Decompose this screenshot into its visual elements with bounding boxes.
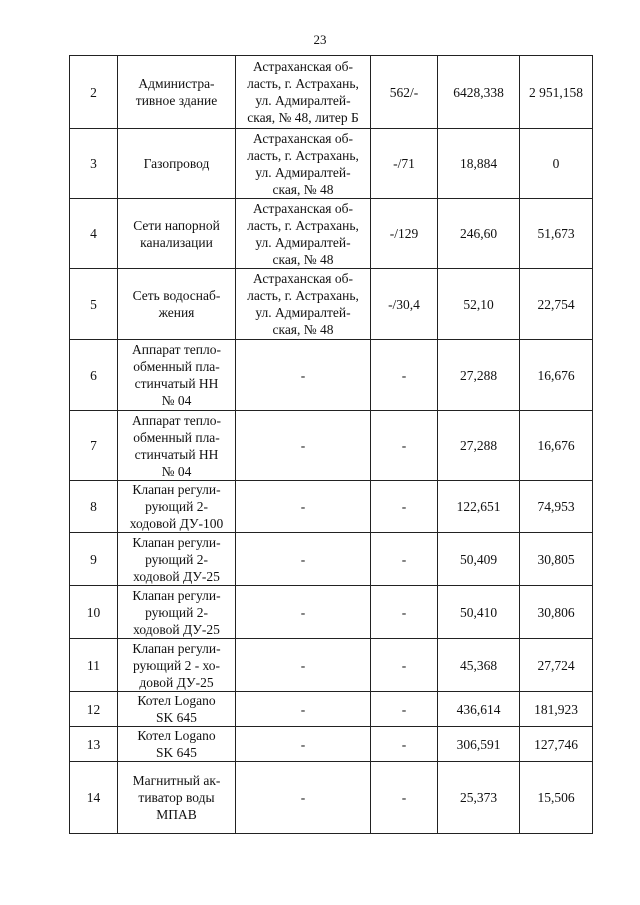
table-row: [70, 481, 593, 533]
item-name: Администра- тивное здание: [118, 56, 236, 129]
row-number: 5: [70, 269, 118, 340]
item-value-2: 16,676: [520, 340, 593, 411]
item-value-2: 30,806: [520, 586, 593, 639]
item-address: -: [236, 639, 371, 692]
table-row: [70, 411, 593, 481]
item-name: Котел Logano SK 645: [118, 727, 236, 762]
item-area: -/129: [371, 199, 438, 269]
table-row: [70, 533, 593, 586]
item-area: -: [371, 481, 438, 533]
row-number: 9: [70, 533, 118, 586]
item-area: -/30,4: [371, 269, 438, 340]
item-value-2: 16,676: [520, 411, 593, 481]
item-address: -: [236, 533, 371, 586]
item-name: Клапан регули- рующий 2 - хо- довой ДУ-25: [118, 639, 236, 692]
item-name: Газопровод: [118, 129, 236, 199]
item-area: 562/-: [371, 56, 438, 129]
item-value-2: 27,724: [520, 639, 593, 692]
item-value-2: 0: [520, 129, 593, 199]
item-name: Магнитный ак- тиватор воды МПАВ: [118, 762, 236, 834]
item-name: Котел Logano SK 645: [118, 692, 236, 727]
page-number: 23: [313, 32, 327, 47]
item-value-1: 50,410: [438, 586, 520, 639]
item-area: -: [371, 411, 438, 481]
item-value-1: 52,10: [438, 269, 520, 340]
item-address: -: [236, 762, 371, 834]
item-value-1: 50,409: [438, 533, 520, 586]
item-value-1: 122,651: [438, 481, 520, 533]
item-area: -: [371, 762, 438, 834]
item-name: Аппарат тепло- обменный пла- стинчатый НН № 04: [118, 411, 236, 481]
row-number: 4: [70, 199, 118, 269]
item-address: -: [236, 727, 371, 762]
table-row: [70, 56, 593, 129]
table-row: [70, 639, 593, 692]
row-number: 11: [70, 639, 118, 692]
item-address: -: [236, 692, 371, 727]
item-value-1: 436,614: [438, 692, 520, 727]
item-value-2: 51,673: [520, 199, 593, 269]
item-value-2: 2 951,158: [520, 56, 593, 129]
item-area: -/71: [371, 129, 438, 199]
item-name: Сеть водоснаб- жения: [118, 269, 236, 340]
row-number: 3: [70, 129, 118, 199]
row-number: 14: [70, 762, 118, 834]
item-address: Астраханская об- ласть, г. Астрахань, ул. Адмиралтей- ская, № 48: [236, 129, 371, 199]
row-number: 8: [70, 481, 118, 533]
item-value-1: 25,373: [438, 762, 520, 834]
item-value-1: 306,591: [438, 727, 520, 762]
item-value-1: 45,368: [438, 639, 520, 692]
table-row: [70, 727, 593, 762]
item-value-1: 27,288: [438, 411, 520, 481]
item-value-2: 30,805: [520, 533, 593, 586]
table-row: [70, 692, 593, 727]
table-row: [70, 269, 593, 340]
item-name: Аппарат тепло- обменный пла- стинчатый НН № 04: [118, 340, 236, 411]
item-value-2: 181,923: [520, 692, 593, 727]
item-address: -: [236, 481, 371, 533]
item-name: Клапан регули- рующий 2- ходовой ДУ-100: [118, 481, 236, 533]
row-number: 6: [70, 340, 118, 411]
item-area: -: [371, 586, 438, 639]
item-name: Клапан регули- рующий 2- ходовой ДУ-25: [118, 586, 236, 639]
item-address: Астраханская об- ласть, г. Астрахань, ул. Адмиралтей- ская, № 48: [236, 269, 371, 340]
item-name: Клапан регули- рующий 2- ходовой ДУ-25: [118, 533, 236, 586]
table-row: [70, 199, 593, 269]
item-area: -: [371, 340, 438, 411]
item-area: -: [371, 727, 438, 762]
row-number: 12: [70, 692, 118, 727]
item-value-1: 18,884: [438, 129, 520, 199]
item-address: -: [236, 586, 371, 639]
item-address: -: [236, 340, 371, 411]
item-address: Астраханская об- ласть, г. Астрахань, ул. Адмиралтей- ская, № 48, литер Б: [236, 56, 371, 129]
item-address: Астраханская об- ласть, г. Астрахань, ул. Адмиралтей- ская, № 48: [236, 199, 371, 269]
item-value-1: 6428,338: [438, 56, 520, 129]
table-row: [70, 340, 593, 411]
row-number: 2: [70, 56, 118, 129]
item-area: -: [371, 533, 438, 586]
item-value-2: 127,746: [520, 727, 593, 762]
table-row: [70, 762, 593, 834]
item-value-1: 27,288: [438, 340, 520, 411]
table-row: [70, 129, 593, 199]
item-address: -: [236, 411, 371, 481]
item-area: -: [371, 692, 438, 727]
item-name: Сети напорной канализации: [118, 199, 236, 269]
item-value-2: 74,953: [520, 481, 593, 533]
property-table: [69, 55, 593, 834]
item-area: -: [371, 639, 438, 692]
item-value-2: 15,506: [520, 762, 593, 834]
row-number: 10: [70, 586, 118, 639]
item-value-2: 22,754: [520, 269, 593, 340]
item-value-1: 246,60: [438, 199, 520, 269]
row-number: 7: [70, 411, 118, 481]
row-number: 13: [70, 727, 118, 762]
table-row: [70, 586, 593, 639]
